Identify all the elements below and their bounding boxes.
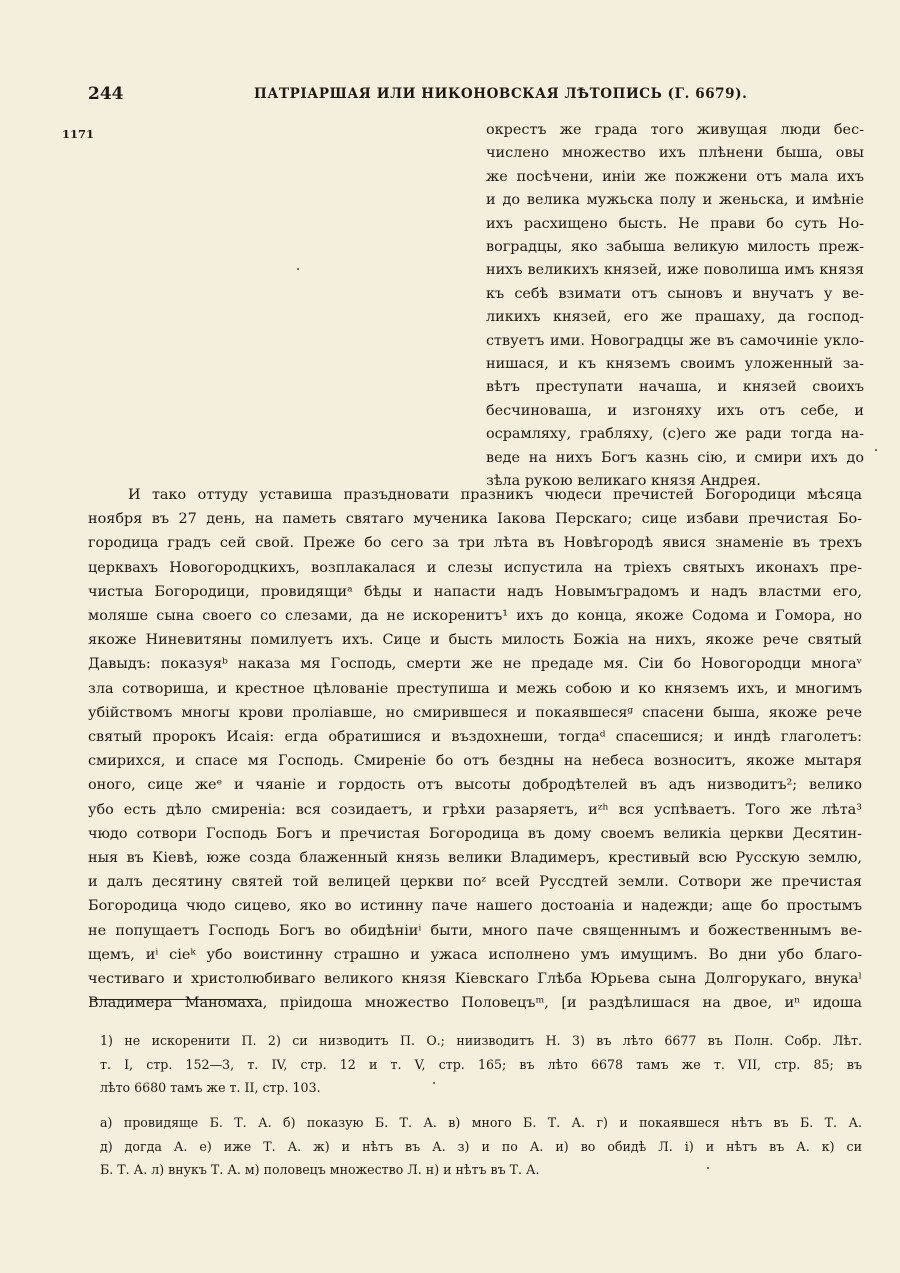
text-line: И тако оттуду уставиша празъдновати празникъ чюдеси пречистей Богородици мѣсяца (128, 487, 862, 503)
text-line: убійствомъ многы крови проліавше, но смирившеся и покаявшесяᵍ спасени быша, якоже рече (88, 704, 862, 721)
paper-speck (875, 449, 877, 451)
text-line: ныя въ Кіевѣ, юже созда блаженный князь велики Владимеръ, крестивый всю Русскую землю, (88, 850, 862, 867)
lettered-variant-notes (100, 1111, 862, 1182)
main-paragraph (88, 483, 862, 1015)
text-line: смирихся, и спасе мя Господь. Смиреніе бо отъ бездны на небеса возноситъ, якоже мытаря (88, 753, 862, 770)
text-line: церквахъ Новогородцкихъ, возплакалася и слезы испустила на тріехъ святыхъ иконахъ пре- (88, 559, 862, 576)
footnote-separator (90, 999, 258, 1000)
text-line: моляше сына своего со слезами, да не искоренитъ¹ ихъ до конца, якоже Содома и Гомора, но (88, 608, 862, 625)
paper-speck (433, 1082, 435, 1084)
text-line: щемъ, иⁱ сіеᵏ убо воистинну страшно и ужаса исполнено умъ имущимъ. Во дни убо благо- (88, 946, 862, 963)
text-line: чистыа Богородици, провидящиᵃ бѣды и напасти надъ Новымъградомъ и надъ властми его, (88, 583, 862, 600)
text-line: нихъ великихъ князей, иже поволиша имъ князя (486, 262, 864, 279)
paper-speck (707, 1167, 709, 1169)
text-line: ствуетъ ими. Новоградцы же въ самочиніе укло- (486, 332, 864, 349)
text-line: и до велика мужьска полу и женьска, и имѣніе (486, 192, 864, 209)
text-line: не попущаетъ Господь Богъ во обидѣніиⁱ быти, много паче священнымъ и божественнымъ ве- (88, 922, 862, 939)
text-line: же посѣчени, иніи же пожжени отъ мала ихъ (486, 168, 864, 185)
text-line: ликихъ князей, его же прашаху, да господ- (486, 309, 864, 326)
text-line: къ себѣ взимати отъ сыновъ и внучатъ у ве- (486, 285, 864, 302)
text-line: якоже Ниневитяны помилуетъ ихъ. Сице и бысть милость Божіа на нихъ, якоже рече святый (88, 632, 862, 649)
text-line: честиваго и христолюбиваго великого князя Кіевскаго Глѣба Юрьева сына Долгорукаго, внукаˡ (88, 971, 862, 988)
text-line: чюдо сотвори Господь Богъ и пречистая Богородица въ дому своемъ великіа церкви Десятин- (88, 825, 862, 842)
text-line: оного, сице жеᵉ и чяаніе и гордость отъ высоты добродѣтелей въ адъ низводитъ²; велико (88, 777, 862, 794)
footnote-line: лѣто 6680 тамъ же т. II, стр. 103. (100, 1080, 321, 1095)
text-line: Владимера Маномаха, пріидоша множество Половецъᵐ, [и раздѣлишася на двое, иⁿ идоша (88, 995, 862, 1012)
text-line: числено множество ихъ плѣнени быша, овы (486, 145, 864, 162)
paper-speck (297, 268, 299, 270)
text-line: зла сотвориша, и крестное цѣлованіе преступиша и межь собою и ко княземъ ихъ, и многимъ (88, 680, 862, 697)
text-line: святый пророкъ Исаія: егда обратишися и въздохнеши, тогдаᵈ спасешися; и индѣ глаголетъ: (88, 729, 862, 746)
text-line: ихъ расхищено бысть. Не прави бо суть Но- (486, 215, 864, 232)
text-line: вѣтъ преступати начаша, и князей своихъ (486, 379, 864, 396)
text-line: Богородица чюдо сицево, яко во истинну паче нашего достоаніа и надежди; аще бо простымъ (88, 898, 862, 915)
text-line: убо есть дѣло смиреніа: вся созидаетъ, и грѣхи разаряетъ, иᶻʰ вся успѣваетъ. Того же лѣта³ (88, 801, 862, 818)
text-line: веде на нихъ Богъ казнь сію, и смири ихъ до (486, 449, 864, 466)
numbered-footnotes (100, 1029, 862, 1100)
variant-line: Б. Т. А. л) внукъ Т. А. м) половецъ множество Л. н) и нѣтъ въ Т. А. (100, 1162, 540, 1177)
right-column-text (486, 119, 864, 494)
text-line: Давыдъ: показуяᵇ наказа мя Господь, смерти же не предаде мя. Сіи бо Новогородци многаᵛ (88, 656, 862, 673)
running-title: ПАТРІАРШАЯ ИЛИ НИКОНОВСКАЯ ЛѢТОПИСЬ (Г. 6679). (254, 86, 748, 102)
variant-line: д) догда А. е) иже Т. А. ж) и нѣтъ въ А. з) и по А. и) во обидѣ Л. і) и нѣтъ въ А. к) си (100, 1138, 862, 1154)
margin-year: 1171 (62, 127, 95, 141)
variant-line: а) провидяще Б. Т. А. б) показую Б. Т. А. в) много Б. Т. А. г) и покаявшеся нѣтъ въ Б. Т. А. (100, 1115, 862, 1130)
page-number: 244 (88, 84, 124, 104)
footnote-line: т. I, стр. 152—3, т. IV, стр. 12 и т. V, стр. 165; въ лѣто 6678 тамъ же т. VII, стр. 85; въ (100, 1056, 862, 1072)
text-line: нишася, и къ княземъ своимъ уложенный за- (486, 356, 864, 373)
text-line: и далъ десятину святей той велицей церкви поᶻ всей Руссдтей земли. Сотвори же пречистая (88, 874, 862, 891)
text-line: окрестъ же града того живущая люди бес- (486, 122, 864, 138)
text-line: ноября въ 27 день, на паметь святаго мученика Іакова Перскаго; сице избави пречистая Бо- (88, 511, 862, 528)
text-line: воградцы, яко забыша великую милость преж- (486, 239, 864, 256)
footnote-line: 1) не искоренити П. 2) си низводитъ П. О.; ниизводитъ Н. 3) въ лѣто 6677 въ Полн. Собр. Лѣт. (100, 1033, 862, 1048)
text-line: осрамляху, грабляху, (с)его же ради тогда на- (486, 426, 864, 443)
text-line: бесчиноваша, и изгоняху ихъ отъ себе, и (486, 402, 864, 419)
page-header (88, 84, 848, 108)
text-line: зѣла рукою великаго князя Андрея. (486, 473, 761, 490)
text-line: городица градъ сей свой. Преже бо сего за три лѣта въ Новѣгородѣ явися знаменіе въ трехъ (88, 535, 862, 552)
